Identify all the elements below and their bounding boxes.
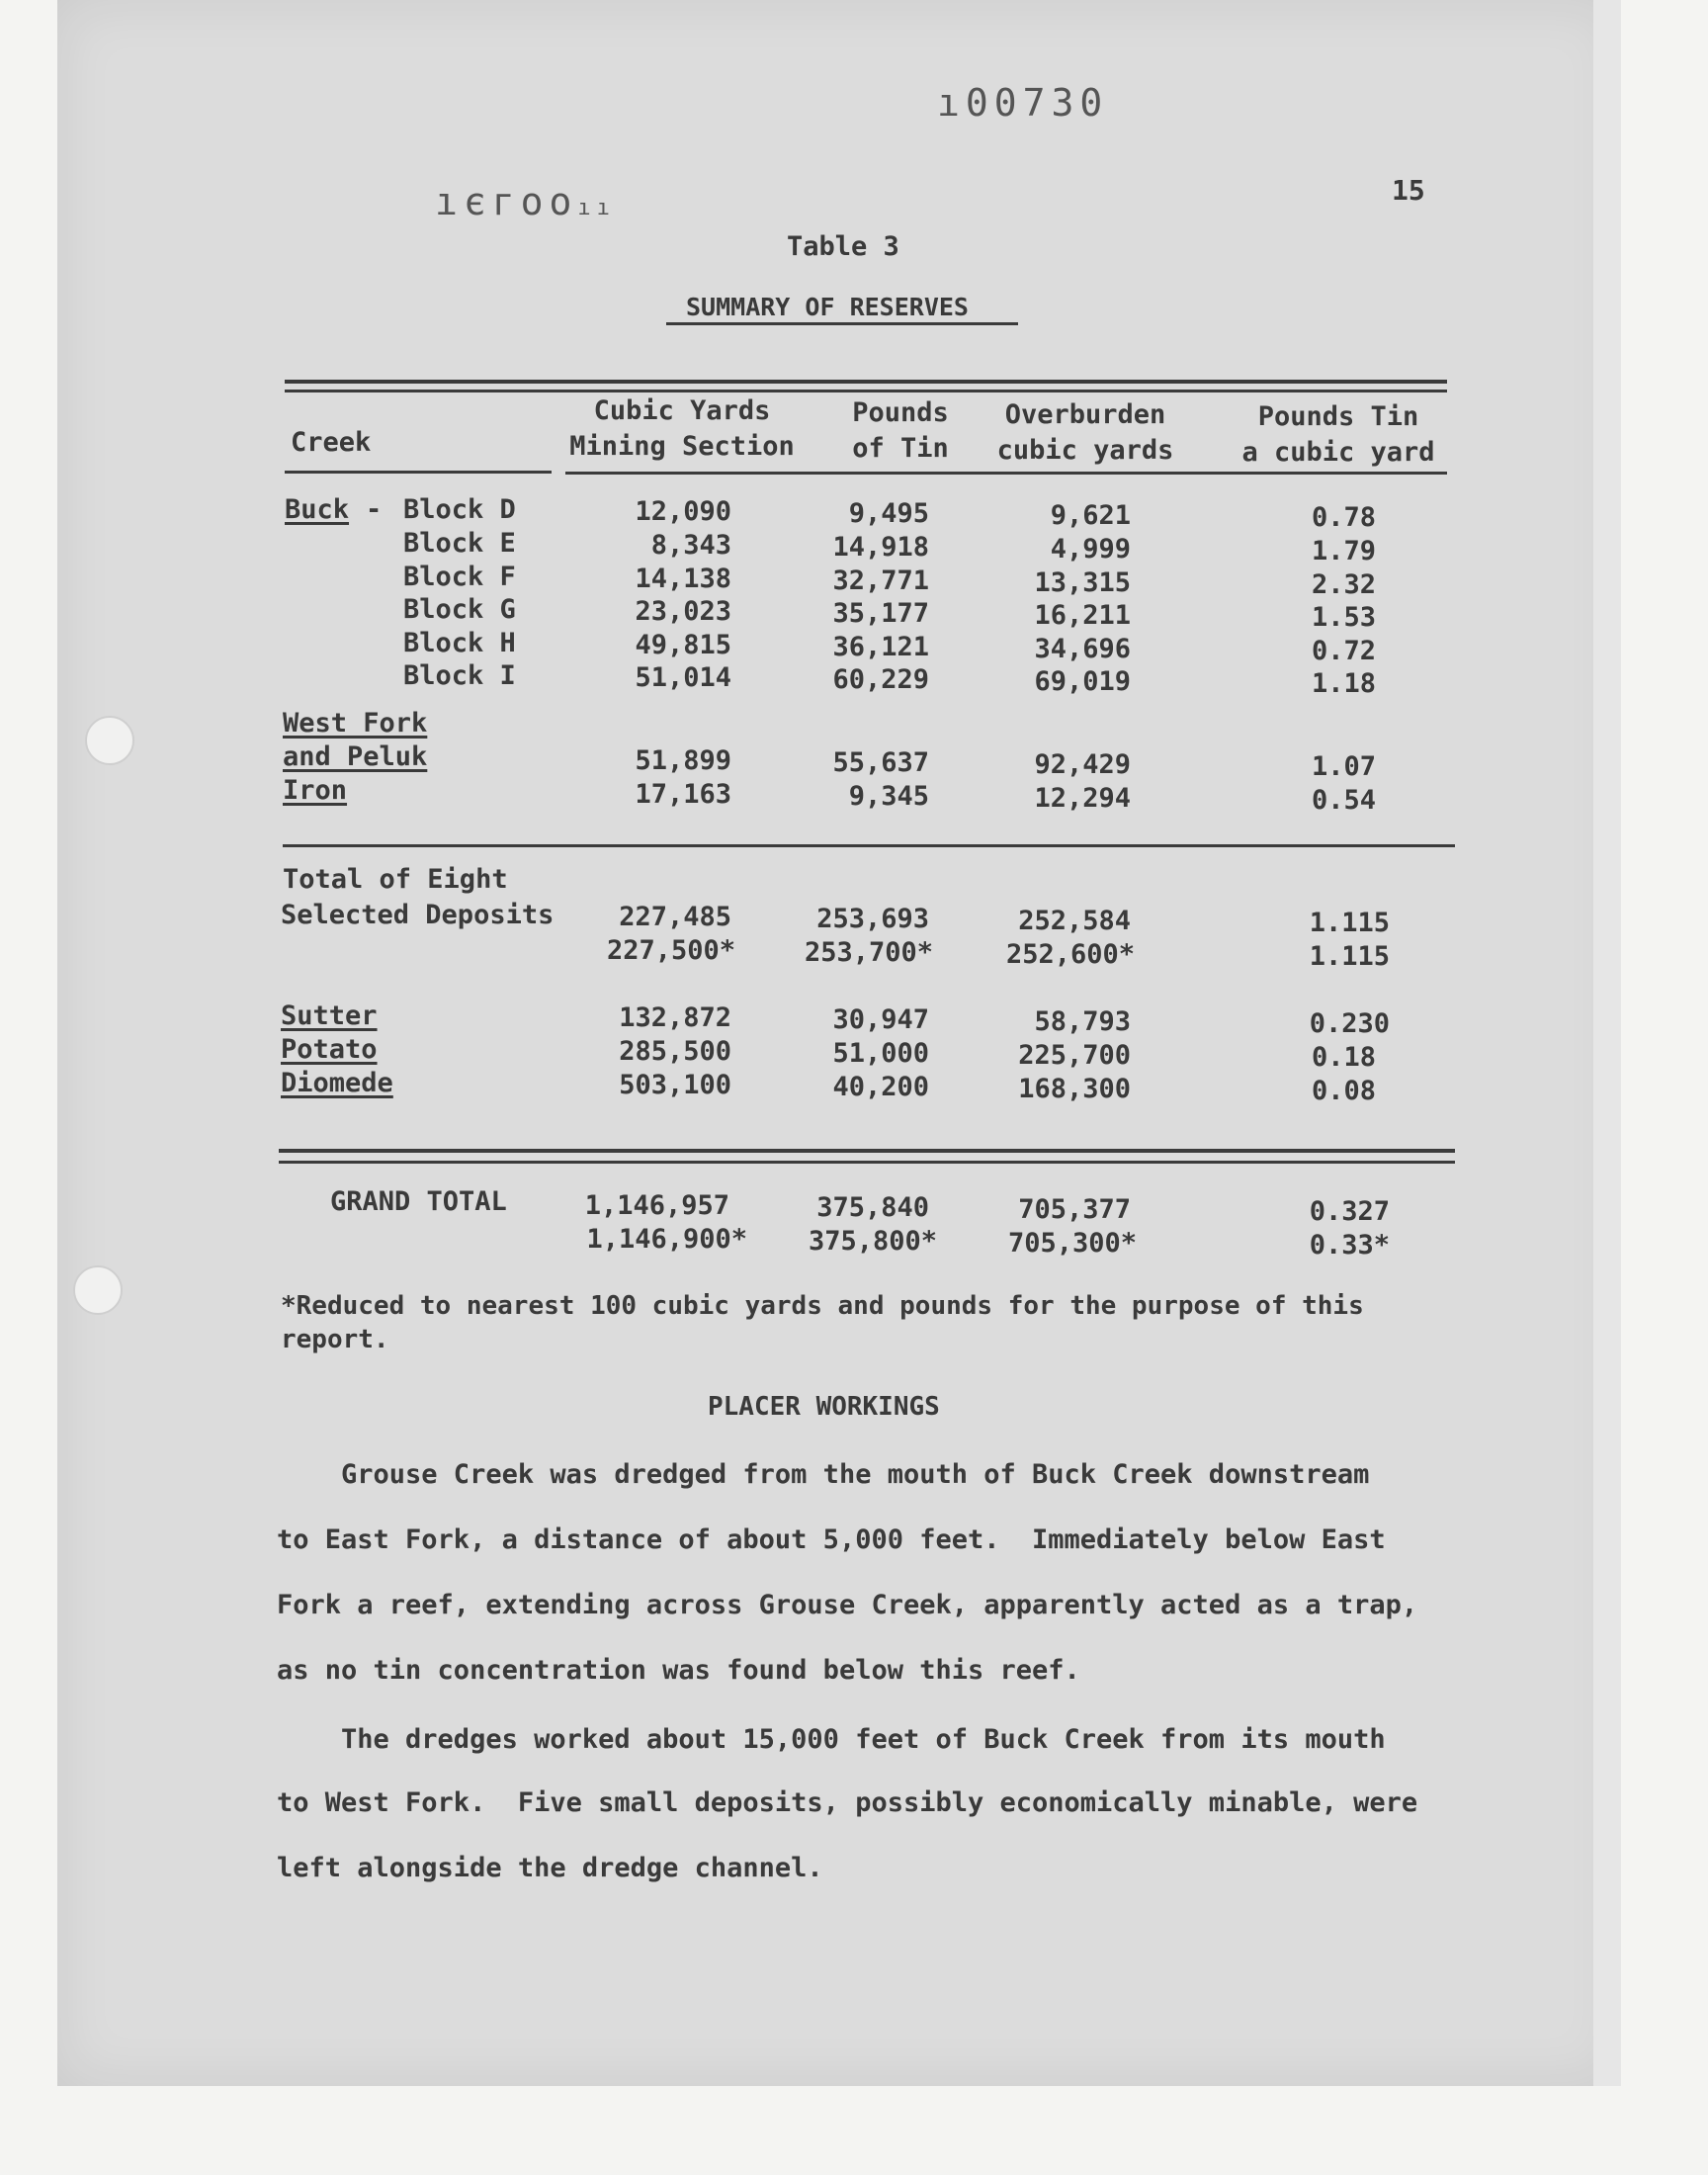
buck-row-label: Block H [403,628,516,658]
header-rule-right [565,472,1447,475]
total-eight-label-line2: Selected Deposits [281,900,555,930]
buck-row-pounds: 14,918 [832,532,929,563]
grand-total-label: GRAND TOTAL [330,1186,507,1217]
total-eight-cubic-rounded: 227,500* [606,935,735,966]
buck-row-label: Block G [403,594,516,625]
header-rule [285,471,552,474]
other-creek-name: Potato [281,1034,378,1065]
iron-pounds: 9,345 [848,781,929,812]
buck-row-overburden: 34,696 [1034,634,1131,664]
buck-row-pounds: 32,771 [832,566,929,596]
stamp-number-left [435,180,616,223]
grand-total-pounds: 375,840 [816,1192,929,1223]
section-heading: PLACER WORKINGS [708,1392,940,1422]
buck-row-cubic: 14,138 [635,564,731,594]
stamp-number-left-suffix: ıı [577,196,616,220]
other-creek-pounds: 30,947 [832,1004,929,1035]
buck-row-overburden: 13,315 [1034,567,1131,598]
table-top-rule-2 [285,390,1447,392]
footnote-line2: report. [281,1325,389,1354]
buck-row-tin: 1.53 [1311,602,1376,633]
west-fork-tin: 1.07 [1311,751,1376,782]
paragraph-line: Grouse Creek was dredged from the mouth of Buck Creek downstream [277,1459,1370,1490]
iron-label: Iron [283,775,348,806]
buck-row-pounds: 36,121 [832,632,929,662]
footnote-line1: *Reduced to nearest 100 cubic yards and pounds for the purpose of this [281,1291,1364,1321]
punch-hole-bottom [73,1265,123,1315]
grand-total-tin: 0.327 [1309,1196,1390,1227]
total-eight-pounds: 253,693 [816,904,929,934]
scan-edge [1593,0,1621,2086]
other-creek-tin: 0.08 [1311,1076,1376,1106]
buck-row-overburden: 4,999 [1050,534,1131,565]
subtotal-rule [283,844,1455,847]
other-creek-pounds: 51,000 [832,1038,929,1069]
other-creek-overburden: 168,300 [1018,1074,1131,1104]
grand-total-cubic: 1,146,957 [584,1190,729,1221]
west-fork-cubic: 51,899 [635,745,731,776]
other-creek-tin: 0.18 [1311,1042,1376,1073]
grand-total-tin-rounded: 0.33* [1309,1230,1390,1261]
buck-row-tin: 2.32 [1311,569,1376,600]
punch-hole-top [85,716,134,765]
header-tin-line2: a cubic yard [1241,437,1435,468]
other-creek-cubic: 503,100 [619,1070,731,1100]
grand-total-pounds-rounded: 375,800* [808,1226,937,1257]
buck-row-overburden: 9,621 [1050,500,1131,531]
table-title: SUMMARY OF RESERVES [686,293,969,321]
header-cubic-yards-line1: Cubic Yards [593,395,771,426]
paragraph-line: Fork a reef, extending across Grouse Creek, apparently acted as a trap, [277,1590,1418,1620]
grand-total-overburden: 705,377 [1018,1194,1131,1225]
other-creek-overburden: 225,700 [1018,1040,1131,1071]
total-eight-tin: 1.115 [1309,908,1390,938]
west-fork-label-line1: West Fork [283,708,428,739]
buck-row-pounds: 9,495 [848,498,929,529]
buck-row-cubic: 12,090 [635,496,731,527]
west-fork-label-line2: and Peluk [283,741,428,772]
iron-overburden: 12,294 [1034,783,1131,814]
buck-row-tin: 0.72 [1311,636,1376,666]
iron-tin: 0.54 [1311,785,1376,816]
other-creek-tin: 0.230 [1309,1008,1390,1039]
page-number: 15 [1392,174,1425,207]
paragraph-line: to East Fork, a distance of about 5,000 feet. Immediately below East [277,1524,1386,1555]
total-eight-overburden-rounded: 252,600* [1005,939,1135,970]
buck-dash: - [366,494,383,525]
buck-row-cubic: 51,014 [635,662,731,693]
west-fork-pounds: 55,637 [832,747,929,778]
paragraph-line: to West Fork. Five small deposits, possibly economically minable, were [277,1787,1418,1818]
buck-row-label: Block F [403,562,516,592]
buck-row-tin: 0.78 [1311,502,1376,533]
header-tin-line1: Pounds Tin [1257,401,1419,432]
grand-total-rule-1 [279,1149,1455,1153]
header-overburden-line2: cubic yards [996,435,1174,466]
total-eight-pounds-rounded: 253,700* [804,937,933,968]
paragraph-line: The dredges worked about 15,000 feet of Buck Creek from its mouth [277,1724,1386,1755]
buck-row-label: Block D [403,494,516,525]
iron-cubic: 17,163 [635,779,731,810]
buck-row-label: Block E [403,528,516,559]
total-eight-cubic: 227,485 [619,902,731,932]
other-creek-pounds: 40,200 [832,1072,929,1102]
buck-row-label: Block I [403,660,516,691]
buck-row-cubic: 8,343 [650,530,731,561]
header-creek: Creek [291,427,372,458]
buck-row-overburden: 16,211 [1034,600,1131,631]
header-pounds-line1: Pounds [852,397,949,428]
buck-row-tin: 1.18 [1311,668,1376,699]
buck-row-cubic: 49,815 [635,630,731,660]
other-creek-cubic: 132,872 [619,1002,731,1033]
paragraph-line: left alongside the dredge channel. [277,1853,823,1883]
header-pounds-line2: of Tin [852,433,949,464]
total-eight-tin-rounded: 1.115 [1309,941,1390,972]
stamp-number-top: ı00730 [937,81,1109,125]
total-eight-overburden: 252,584 [1018,906,1131,936]
table-label: Table 3 [787,231,899,262]
buck-row-tin: 1.79 [1311,536,1376,566]
stamp-number-left-text: ıєгоо [435,180,578,223]
buck-row-pounds: 60,229 [832,664,929,695]
other-creek-cubic: 285,500 [619,1036,731,1067]
other-creek-name: Diomede [281,1068,393,1098]
header-overburden-line1: Overburden [1004,399,1166,430]
grand-total-rule-2 [279,1161,1455,1164]
buck-creek-name: Buck [285,494,350,525]
total-eight-label-line1: Total of Eight [283,864,508,895]
paragraph-line: as no tin concentration was found below this reef. [277,1655,1080,1686]
grand-total-overburden-rounded: 705,300* [1007,1228,1137,1259]
header-cubic-yards-line2: Mining Section [569,431,795,462]
west-fork-overburden: 92,429 [1034,749,1131,780]
other-creek-overburden: 58,793 [1034,1006,1131,1037]
buck-row-cubic: 23,023 [635,596,731,627]
table-top-rule-1 [285,380,1447,384]
buck-row-overburden: 69,019 [1034,666,1131,697]
grand-total-cubic-rounded: 1,146,900* [586,1224,747,1255]
title-underline [666,322,1018,325]
other-creek-name: Sutter [281,1000,378,1031]
buck-row-pounds: 35,177 [832,598,929,629]
